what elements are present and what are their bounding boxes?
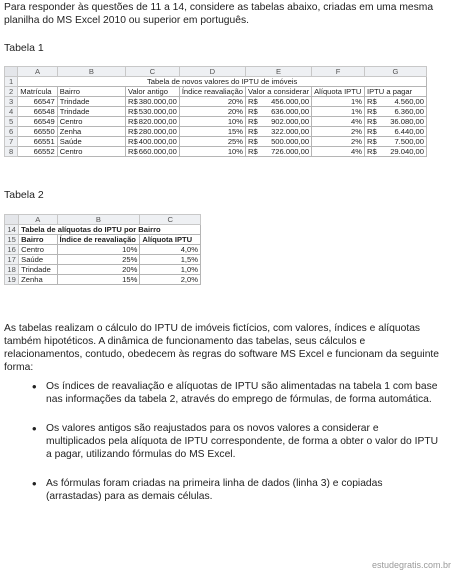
column-header[interactable]: G [364,67,426,77]
bullet-list [0,380,440,519]
currency-symbol: R$ [248,117,258,126]
aliquota-cell[interactable]: 1% [312,97,365,107]
iptu-pagar-cell[interactable] [364,137,426,147]
column-header[interactable]: F [312,67,365,77]
row-number[interactable]: 7 [5,137,18,147]
iptu-pagar-cell[interactable] [364,127,426,137]
bairro-cell[interactable]: Saúde [57,137,125,147]
matricula-cell[interactable]: 66552 [18,147,57,157]
indice-cell[interactable]: 15% [179,127,245,137]
table-row [5,137,427,147]
indice-cell[interactable]: 20% [57,265,140,275]
bairro-cell[interactable]: Centro [57,147,125,157]
bairro-cell[interactable]: Zenha [57,127,125,137]
header-cell[interactable]: Bairro [57,87,125,97]
sheet-row [5,87,427,97]
aliquota-cell[interactable]: 4% [312,117,365,127]
table-row [5,127,427,137]
currency-value: 726.000,00 [271,147,310,156]
matricula-cell[interactable]: 66550 [18,127,57,137]
row-number[interactable]: 14 [5,225,19,235]
header-cell[interactable]: Matrícula [18,87,57,97]
bairro-cell[interactable]: Saúde [19,255,57,265]
table-row [5,275,201,285]
currency-value: 660.000,00 [138,147,177,156]
table-row [5,265,201,275]
table-row [5,97,427,107]
bairro-cell[interactable]: Centro [19,245,57,255]
currency-value: 6.440,00 [394,127,424,136]
intro-paragraph: Para responder às questões de 11 a 14, considere as tabelas abaixo, criadas em uma mesma planilha do MS Excel 2010 ou superior em português. [4,2,434,26]
currency-symbol: R$ [248,107,258,116]
iptu-pagar-cell[interactable] [364,107,426,117]
currency-value: 322.000,00 [271,127,310,136]
currency-symbol: R$ [366,137,377,146]
matricula-cell[interactable]: 66547 [18,97,57,107]
currency-value: 530.000,00 [138,107,177,116]
valor-antigo-cell[interactable] [126,117,180,127]
sheet-row [5,235,201,245]
table2-spreadsheet [4,214,201,285]
list-item: • Os índices de reavaliação e alíquotas de IPTU são alimentadas na tabela 1 com base nas informações da tabela 2, através do emprego de fórmulas, de forma automática. [0,380,440,406]
indice-cell[interactable]: 25% [57,255,140,265]
bairro-cell[interactable]: Trindade [19,265,57,275]
header-cell[interactable]: IPTU a pagar [364,87,426,97]
column-header[interactable]: D [179,67,245,77]
valor-antigo-cell[interactable] [126,97,180,107]
bairro-cell[interactable]: Zenha [19,275,57,285]
aliquota-cell[interactable]: 1% [312,107,365,117]
aliquota-cell[interactable]: 1,0% [140,265,201,275]
column-header[interactable]: A [18,67,57,77]
table-row [5,147,427,157]
currency-symbol: R$ [366,127,377,136]
list-item: • As fórmulas foram criadas na primeira linha de dados (linha 3) e copiadas (arrastadas) para as demais células. [0,477,440,503]
currency-value: 400.000,00 [138,137,177,146]
currency-value: 280.000,00 [138,127,177,136]
header-cell[interactable]: Valor antigo [126,87,180,97]
currency-symbol: R$ [248,127,258,136]
aliquota-cell[interactable]: 2,0% [140,275,201,285]
table1-caption: Tabela 1 [4,42,44,54]
currency-value: 380.000,00 [138,97,177,106]
column-header[interactable]: C [126,67,180,77]
column-header[interactable]: E [246,67,312,77]
row-number[interactable]: 18 [5,265,19,275]
select-all-corner[interactable] [5,215,19,225]
valor-considerar-cell[interactable] [246,137,312,147]
aliquota-cell[interactable]: 2% [312,137,365,147]
table2-title[interactable]: Tabela de alíquotas do IPTU por Bairro [19,225,201,235]
header-cell[interactable]: Valor a considerar [246,87,312,97]
row-number[interactable]: 3 [5,97,18,107]
currency-value: 6.360,00 [394,107,424,116]
iptu-pagar-cell[interactable] [364,117,426,127]
currency-value: 36.080,00 [390,117,424,126]
row-number[interactable]: 16 [5,245,19,255]
valor-considerar-cell[interactable] [246,147,312,157]
row-number[interactable]: 6 [5,127,18,137]
bairro-cell[interactable]: Trindade [57,107,125,117]
currency-value: 820.000,00 [138,117,177,126]
valor-considerar-cell[interactable] [246,117,312,127]
currency-value: 456.000,00 [271,97,310,106]
indice-cell[interactable]: 20% [179,97,245,107]
table1-spreadsheet [4,66,427,157]
iptu-pagar-cell[interactable] [364,97,426,107]
table2-caption: Tabela 2 [4,189,44,201]
row-number[interactable]: 8 [5,147,18,157]
table-row [5,255,201,265]
sheet-row [5,225,201,235]
column-header[interactable]: B [57,67,125,77]
currency-symbol: R$ [128,97,138,106]
header-cell[interactable]: Alíquota IPTU [312,87,365,97]
row-number[interactable]: 4 [5,107,18,117]
header-cell[interactable]: Alíquota IPTU [140,235,201,245]
indice-cell[interactable]: 20% [179,107,245,117]
table-row [5,107,427,117]
currency-symbol: R$ [366,97,377,106]
row-number[interactable]: 15 [5,235,19,245]
indice-cell[interactable]: 10% [57,245,140,255]
column-header-row [5,215,201,225]
iptu-pagar-cell[interactable] [364,147,426,157]
matricula-cell[interactable]: 66549 [18,117,57,127]
currency-symbol: R$ [248,147,258,156]
list-item: • Os valores antigos são reajustados para os novos valores a considerar e multiplicados pela alíquota de IPTU correspondente, de forma a obter o valor do IPTU a pagar, utilizando fórmulas do MS Excel. [0,422,440,461]
currency-symbol: R$ [128,127,138,136]
indice-cell[interactable]: 15% [57,275,140,285]
currency-symbol: R$ [366,147,377,156]
valor-antigo-cell[interactable] [126,137,180,147]
currency-symbol: R$ [128,137,138,146]
bairro-cell[interactable]: Trindade [57,97,125,107]
currency-value: 500.000,00 [271,137,310,146]
column-header-row [5,67,427,77]
row-number[interactable]: 1 [5,77,18,87]
valor-antigo-cell[interactable] [126,127,180,137]
row-number[interactable]: 17 [5,255,19,265]
aliquota-cell[interactable]: 1,5% [140,255,201,265]
valor-antigo-cell[interactable] [126,147,180,157]
valor-antigo-cell[interactable] [126,107,180,117]
body-paragraph: As tabelas realizam o cálculo do IPTU de imóveis fictícios, com valores, índices e alíquotas também hipotéticos. A dinâmica de funcionamento das tabelas, seus cálculos e relacionamentos, contudo, obedecem às regras do software MS Excel e funcionam da seguinte forma: [4,323,440,373]
currency-value: 636.000,00 [271,107,310,116]
header-cell[interactable]: Bairro [19,235,57,245]
select-all-corner[interactable] [5,67,18,77]
currency-value: 4.560,00 [394,97,424,106]
matricula-cell[interactable]: 66551 [18,137,57,147]
currency-symbol: R$ [128,107,138,116]
currency-symbol: R$ [366,107,377,116]
currency-value: 902.000,00 [271,117,310,126]
row-number[interactable]: 2 [5,87,18,97]
sheet-row [5,77,427,87]
currency-symbol: R$ [248,137,258,146]
matricula-cell[interactable]: 66548 [18,107,57,117]
header-cell[interactable]: Índice de reavaliação [57,235,140,245]
indice-cell[interactable]: 10% [179,147,245,157]
currency-symbol: R$ [128,117,138,126]
currency-value: 7.500,00 [394,137,424,146]
column-header[interactable]: C [140,215,201,225]
indice-cell[interactable]: 10% [179,117,245,127]
indice-cell[interactable]: 25% [179,137,245,147]
table-row [5,245,201,255]
column-header[interactable]: A [19,215,57,225]
valor-considerar-cell[interactable] [246,127,312,137]
valor-considerar-cell[interactable] [246,107,312,117]
row-number[interactable]: 19 [5,275,19,285]
aliquota-cell[interactable]: 2% [312,127,365,137]
site-watermark: estudegratis.com.br [371,560,451,570]
table1-title[interactable]: Tabela de novos valores do IPTU de imóveis [18,77,427,87]
aliquota-cell[interactable]: 4,0% [140,245,201,255]
currency-symbol: R$ [366,117,377,126]
currency-symbol: R$ [128,147,138,156]
column-header[interactable]: B [57,215,140,225]
currency-symbol: R$ [248,97,258,106]
header-cell[interactable]: Índice reavaliação [179,87,245,97]
row-number[interactable]: 5 [5,117,18,127]
bairro-cell[interactable]: Centro [57,117,125,127]
currency-value: 29.040,00 [390,147,424,156]
table-row [5,117,427,127]
valor-considerar-cell[interactable] [246,97,312,107]
aliquota-cell[interactable]: 4% [312,147,365,157]
